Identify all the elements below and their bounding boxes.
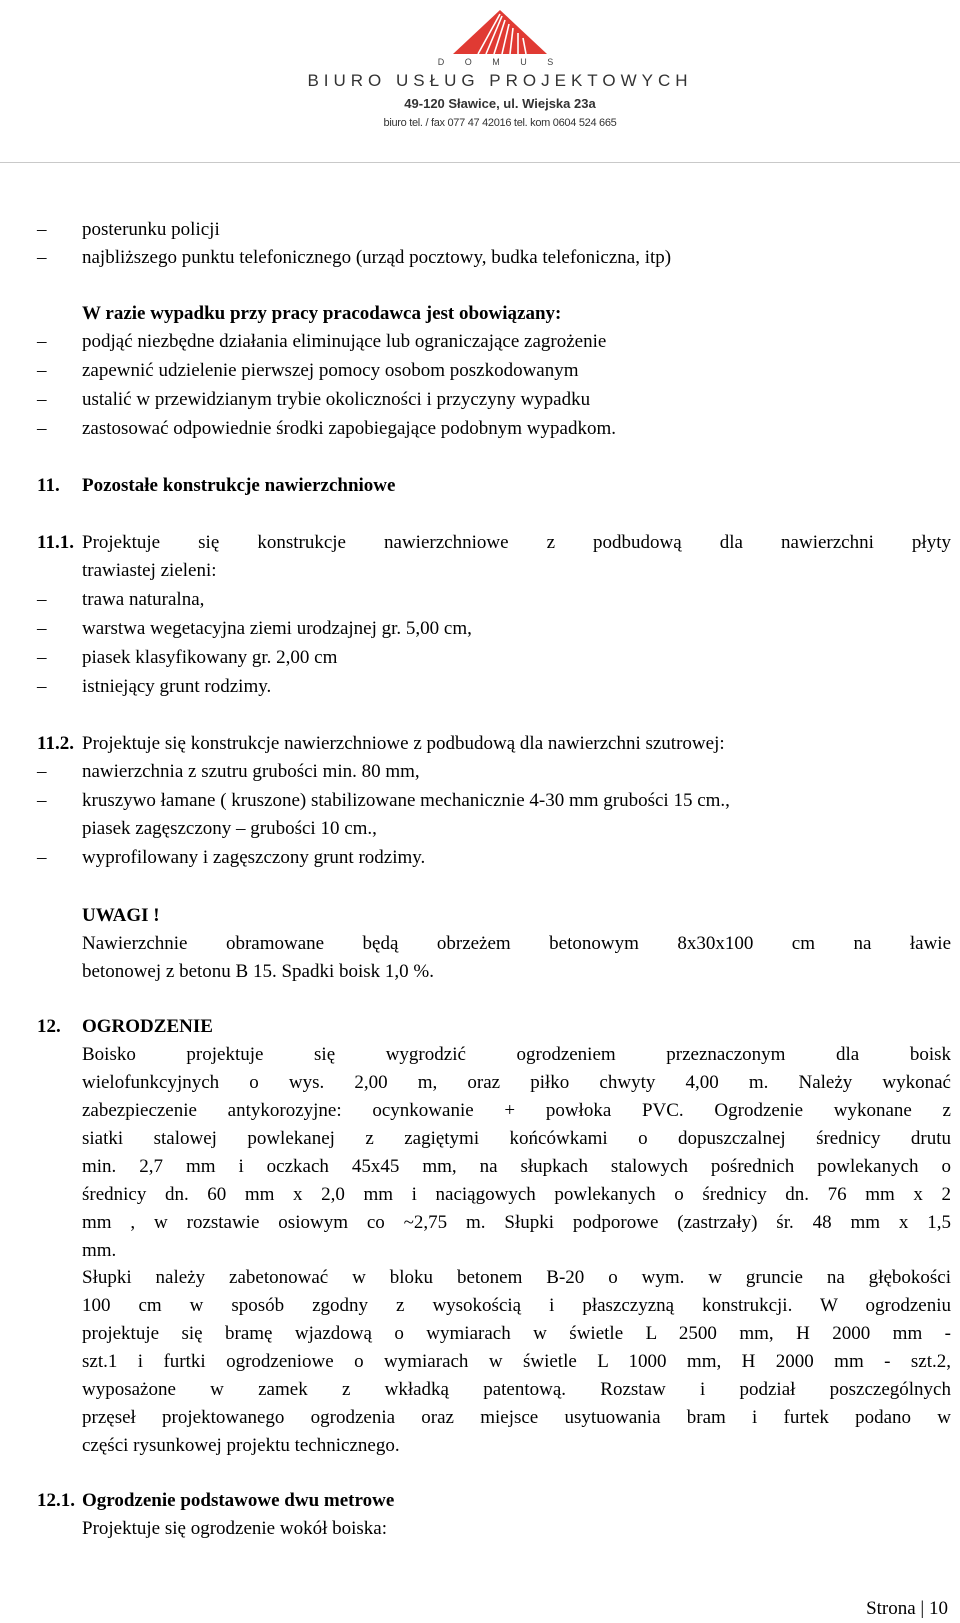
list-item: posterunku policji: [82, 219, 220, 240]
list-dash: –: [37, 761, 47, 782]
list-item: trawa naturalna,: [82, 589, 205, 610]
list-item: najbliższego punktu telefonicznego (urząd pocztowy, budka telefoniczna, itp): [82, 247, 672, 268]
paragraph-line: Projektuje się konstrukcje nawierzchniowe z podbudową dla nawierzchni płyty: [82, 532, 951, 553]
paragraph-line: części rysunkowej projektu technicznego.: [82, 1435, 400, 1456]
subsection-title: Ogrodzenie podstawowe dwu metrowe: [82, 1490, 395, 1511]
roof-logo-icon: [450, 8, 550, 56]
list-item: kruszywo łamane ( kruszone) stabilizowane mechanicznie 4-30 mm grubości 15 cm.,: [82, 790, 730, 811]
section-title: Pozostałe konstrukcje nawierzchniowe: [82, 475, 396, 496]
list-item: piasek zagęszczony – grubości 10 cm.,: [82, 818, 377, 839]
letterhead: [0, 0, 960, 165]
company-phones: biuro tel. / fax 077 47 42016 tel. kom 0604 524 665: [383, 117, 617, 129]
paragraph-line: trawiastej zieleni:: [82, 560, 217, 581]
list-item: wyprofilowany i zagęszczony grunt rodzimy.: [82, 847, 426, 868]
list-dash: –: [37, 647, 47, 668]
paragraph-line: przęseł projektowanego ogrodzenia oraz miejsce usytuowania bram i furtek podano w: [82, 1407, 951, 1428]
list-item: zapewnić udzielenie pierwszej pomocy osobom poszkodowanym: [82, 360, 579, 381]
subsection-number: 11.2.: [37, 733, 74, 754]
paragraph-line: min. 2,7 mm i oczkach 45x45 mm, na słupkach stalowych pośrednich powlekanych o: [82, 1156, 951, 1177]
list-dash: –: [37, 847, 47, 868]
company-logo: [300, 8, 700, 138]
list-dash: –: [37, 331, 47, 352]
paragraph-line: mm.: [82, 1240, 117, 1261]
section-number: 11.: [37, 475, 60, 496]
list-item: warstwa wegetacyjna ziemi urodzajnej gr. 5,00 cm,: [82, 618, 472, 639]
list-dash: –: [37, 589, 47, 610]
company-address: 49-120 Sławice, ul. Wiejska 23a: [404, 96, 596, 111]
subsection-number: 12.1.: [37, 1490, 75, 1511]
section-title: OGRODZENIE: [82, 1016, 213, 1037]
list-dash: –: [37, 219, 47, 240]
list-item: podjąć niezbędne działania eliminujące lub ograniczające zagrożenie: [82, 331, 607, 352]
list-dash: –: [37, 676, 47, 697]
list-item: piasek klasyfikowany gr. 2,00 cm: [82, 647, 338, 668]
paragraph-line: betonowej z betonu B 15. Spadki boisk 1,0 %.: [82, 961, 434, 982]
subsection-number: 11.1.: [37, 532, 74, 553]
paragraph-line: zabezpieczenie antykorozyjne: ocynkowanie + powłoka PVC. Ogrodzenie wykonane z: [82, 1100, 951, 1121]
list-dash: –: [37, 247, 47, 268]
paragraph-line: Projektuje się ogrodzenie wokół boiska:: [82, 1518, 387, 1539]
company-name: BIURO USŁUG PROJEKTOWYCH: [307, 71, 693, 90]
section-number: 12.: [37, 1016, 61, 1037]
paragraph-line: wyposażone w zamek z wkładką patentową. Rozstaw i podział poszczególnych: [82, 1379, 951, 1400]
paragraph-line: projektuje się bramę wjazdową o wymiarach w świetle L 2500 mm, H 2000 mm -: [82, 1323, 951, 1344]
paragraph-line: Boisko projektuje się wygrodzić ogrodzeniem przeznaczonym dla boisk: [82, 1044, 951, 1065]
accident-heading: W razie wypadku przy pracy pracodawca jest obowiązany:: [82, 303, 562, 324]
list-item: nawierzchnia z szutru grubości min. 80 mm,: [82, 761, 420, 782]
paragraph-line: siatki stalowej powlekanej z zagiętymi końcówkami o dopuszczalnej średnicy drutu: [82, 1128, 951, 1149]
note-title: UWAGI !: [82, 905, 160, 926]
list-dash: –: [37, 418, 47, 439]
list-item: istniejący grunt rodzimy.: [82, 676, 272, 697]
header-divider: [0, 162, 960, 163]
brand-name: D O M U S: [437, 57, 563, 67]
list-dash: –: [37, 389, 47, 410]
paragraph-line: 100 cm w sposób zgodny z wysokością i płaszczyzną konstrukcji. W ogrodzeniu: [82, 1295, 951, 1316]
list-dash: –: [37, 790, 47, 811]
paragraph-line: Słupki należy zabetonować w bloku betonem B-20 o wym. w gruncie na głębokości: [82, 1267, 951, 1288]
page-number: Strona | 10: [866, 1598, 948, 1619]
paragraph-line: mm , w rozstawie osiowym co ~2,75 m. Słupki podporowe (zastrzały) śr. 48 mm x 1,5: [82, 1212, 951, 1233]
list-item: zastosować odpowiednie środki zapobiegające podobnym wypadkom.: [82, 418, 616, 439]
paragraph-line: wielofunkcyjnych o wys. 2,00 m, oraz piłko chwyty 4,00 m. Należy wykonać: [82, 1072, 951, 1093]
list-item: ustalić w przewidzianym trybie okoliczności i przyczyny wypadku: [82, 389, 591, 410]
list-dash: –: [37, 618, 47, 639]
paragraph-line: średnicy dn. 60 mm x 2,0 mm i naciągowych powlekanych o średnicy dn. 76 mm x 2: [82, 1184, 951, 1205]
paragraph-line: Nawierzchnie obramowane będą obrzeżem betonowym 8x30x100 cm na ławie: [82, 933, 951, 954]
paragraph-line: szt.1 i furtki ogrodzeniowe o wymiarach w świetle L 1000 mm, H 2000 mm - szt.2,: [82, 1351, 951, 1372]
list-dash: –: [37, 360, 47, 381]
paragraph-line: Projektuje się konstrukcje nawierzchniowe z podbudową dla nawierzchni szutrowej:: [82, 733, 725, 754]
